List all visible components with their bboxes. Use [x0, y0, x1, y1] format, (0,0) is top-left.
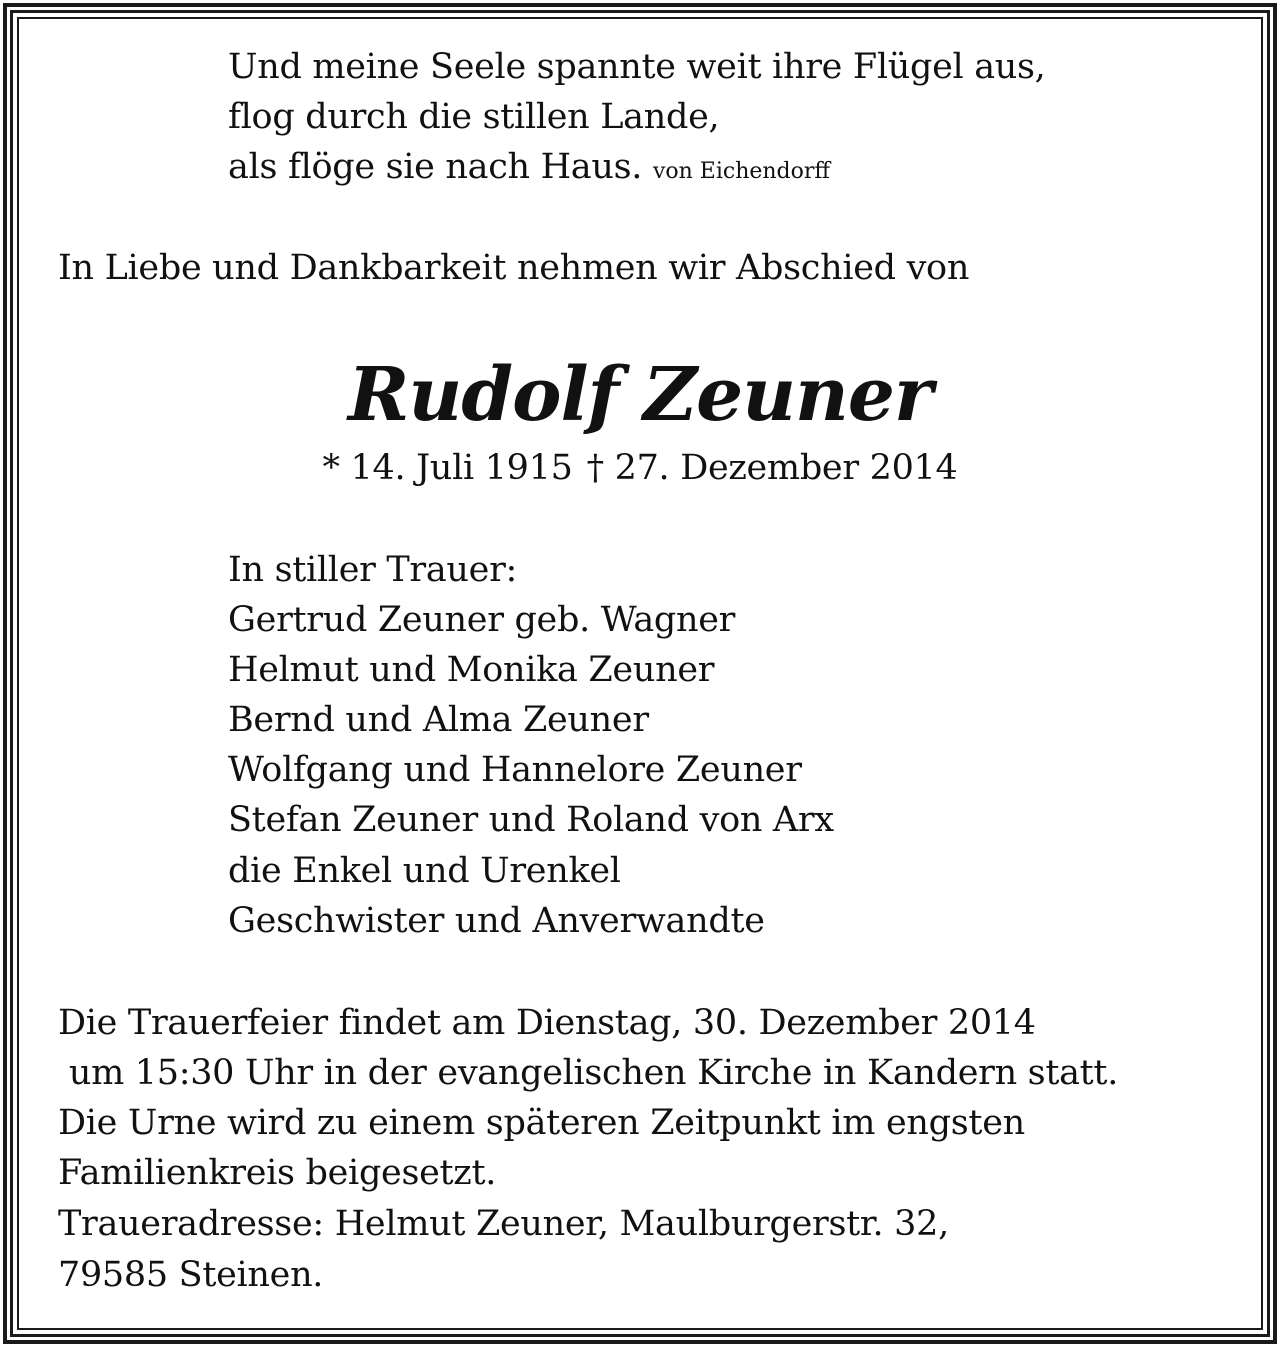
- mourner-name: Bernd und Alma Zeuner: [228, 700, 649, 740]
- address-line-1: Traueradresse: Helmut Zeuner, Maulburgerstr. 32,: [58, 1204, 949, 1244]
- life-dates: [0, 448, 1280, 488]
- service-line-3: Die Urne wird zu einem späteren Zeitpunkt im engsten: [58, 1103, 1025, 1143]
- poem-line-1: Und meine Seele spannte weit ihre Flügel aus,: [228, 47, 1046, 87]
- service-line-2: um 15:30 Uhr in der evangelischen Kirche in Kandern statt.: [58, 1053, 1119, 1093]
- death-date: † 27. Dezember 2014: [586, 448, 958, 488]
- mourner-name: Wolfgang und Hannelore Zeuner: [228, 750, 802, 790]
- mourner-name: Helmut und Monika Zeuner: [228, 650, 715, 690]
- address-line-2: 79585 Steinen.: [58, 1255, 324, 1295]
- poem-line-2: flog durch die stillen Lande,: [228, 97, 720, 137]
- poem-attribution: von Eichendorff: [652, 159, 831, 184]
- mourner-name: Gertrud Zeuner geb. Wagner: [228, 600, 736, 640]
- deceased-name: Rudolf Zeuner: [348, 352, 932, 438]
- service-line-1: Die Trauerfeier findet am Dienstag, 30. Dezember 2014: [58, 1003, 1036, 1043]
- poem-line-3-text: als flöge sie nach Haus.: [228, 147, 643, 187]
- poem-line-3: [228, 147, 830, 192]
- intro-text: In Liebe und Dankbarkeit nehmen wir Abschied von: [58, 248, 970, 288]
- birth-date: * 14. Juli 1915: [322, 448, 573, 488]
- mourner-name: die Enkel und Urenkel: [228, 851, 621, 891]
- mourner-name: Geschwister und Anverwandte: [228, 901, 765, 941]
- service-line-4: Familienkreis beigesetzt.: [58, 1153, 497, 1193]
- mourner-name: Stefan Zeuner und Roland von Arx: [228, 800, 834, 840]
- mourners-heading: In stiller Trauer:: [228, 550, 517, 590]
